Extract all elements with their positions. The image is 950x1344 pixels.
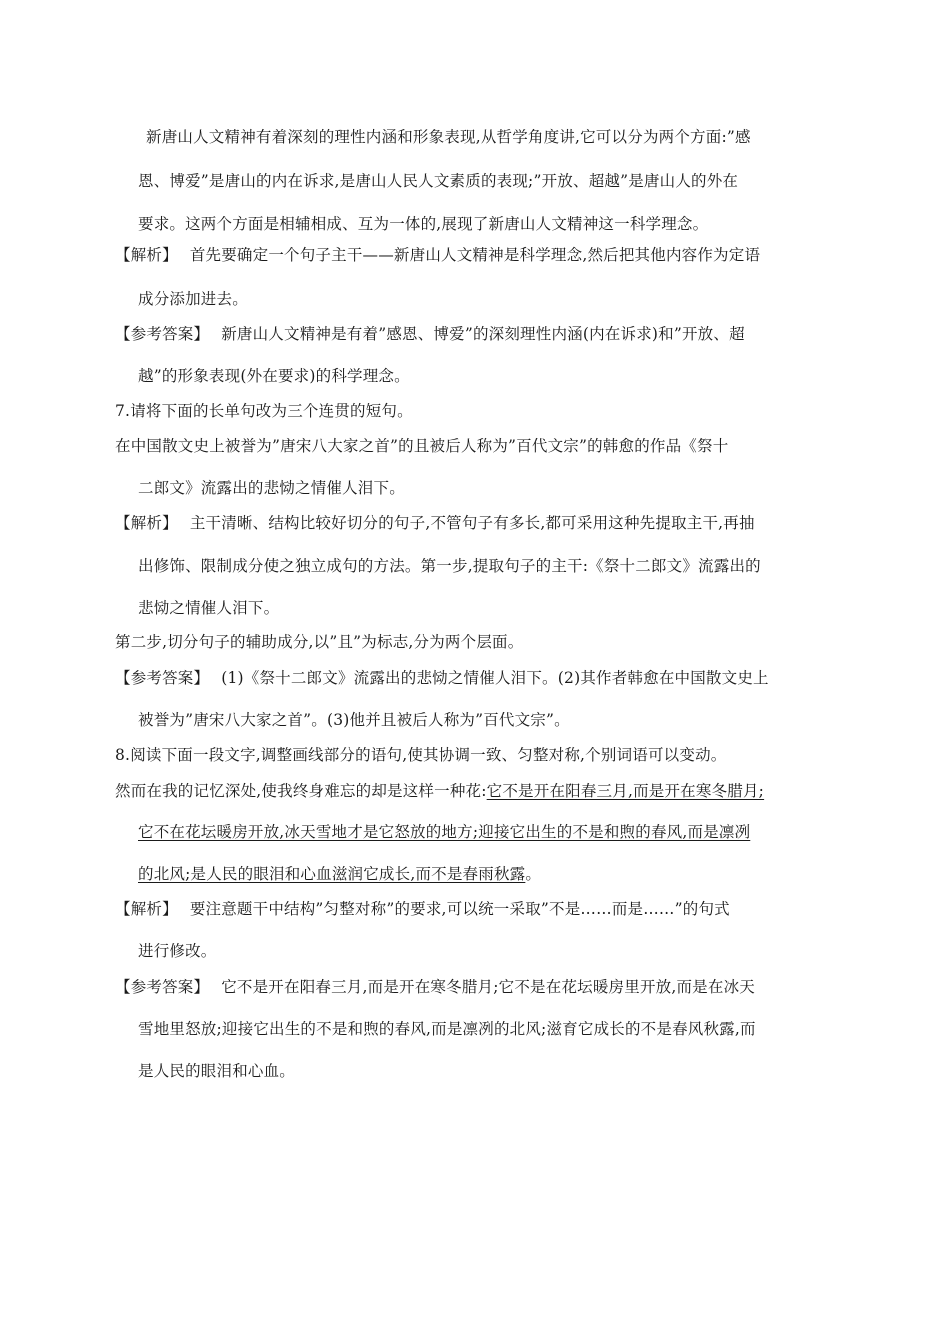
- intro-line-3: 要求。这两个方面是相辅相成、互为一体的,展现了新唐山人文精神这一科学理念。: [138, 215, 709, 233]
- q8-analysis: [115, 899, 730, 919]
- intro-line-2: 恩、博爱”是唐山的内在诉求,是唐山人民人文素质的表现;”开放、超越”是唐山人的外在: [138, 172, 739, 190]
- q6-analysis-text: 首先要确定一个句子主干——新唐山人文精神是科学理念,然后把其他内容作为定语: [189, 246, 761, 264]
- q6-analysis-line-2: 成分添加进去。: [138, 290, 248, 308]
- q7-answer-line-2: 被誉为”唐宋八大家之首”。(3)他并且被后人称为”百代文宗”。: [138, 711, 570, 729]
- q7-analysis: [115, 513, 755, 533]
- q8-passage-line-1: [115, 781, 764, 801]
- analysis-label: 【解析】: [115, 246, 178, 264]
- q8-question: 8.阅读下面一段文字,调整画线部分的语句,使其协调一致、匀整对称,个别词语可以变动。: [115, 746, 727, 764]
- q6-answer-text: 新唐山人文精神是有着”感恩、博爱”的深刻理性内涵(内在诉求)和”开放、超: [221, 325, 745, 343]
- analysis-label: 【解析】: [115, 900, 178, 918]
- q8-passage-prefix: 然而在我的记忆深处,使我终身难忘的却是这样一种花:: [115, 782, 487, 800]
- q6-answer: [115, 324, 745, 344]
- q8-answer-line-2: 雪地里怒放;迎接它出生的不是和煦的春风,而是凛冽的北风;滋育它成长的不是春风秋露,而: [138, 1020, 756, 1038]
- q8-analysis-text: 要注意题干中结构”匀整对称”的要求,可以统一采取”不是……而是……”的句式: [189, 900, 730, 918]
- q8-answer-line-3: 是人民的眼泪和心血。: [138, 1062, 296, 1080]
- q7-question: 7.请将下面的长单句改为三个连贯的短句。: [115, 402, 413, 420]
- q8-underlined-text: 它不是开在阳春三月,而是开在寒冬腊月;: [486, 782, 765, 800]
- q6-analysis: [115, 245, 760, 265]
- q7-analysis-text: 主干清晰、结构比较好切分的句子,不管句子有多长,都可采用这种先提取主干,再抽: [189, 514, 755, 532]
- q8-answer-text: 它不是开在阳春三月,而是开在寒冬腊月;它不是在花坛暖房里开放,而是在冰天: [221, 978, 755, 996]
- q8-underlined-text: 的北风;是人民的眼泪和心血滋润它成长,而不是春雨秋露: [138, 865, 526, 883]
- answer-label: 【参考答案】: [115, 978, 210, 996]
- q8-answer: [115, 977, 755, 997]
- q7-answer: [115, 668, 769, 688]
- q7-answer-text: (1)《祭十二郎文》流露出的悲恸之情催人泪下。(2)其作者韩愈在中国散文史上: [221, 669, 769, 687]
- analysis-label: 【解析】: [115, 514, 178, 532]
- q8-analysis-line-2: 进行修改。: [138, 942, 217, 960]
- q7-sentence-line-1: 在中国散文史上被誉为”唐宋八大家之首”的且被后人称为”百代文宗”的韩愈的作品《祭十: [115, 437, 729, 455]
- q7-analysis-line-3: 悲恸之情催人泪下。: [138, 599, 280, 617]
- q7-analysis-line-2: 出修饰、限制成分使之独立成句的方法。第一步,提取句子的主干:《祭十二郎文》流露出的: [138, 557, 761, 575]
- q8-passage-line-3: [138, 864, 541, 884]
- intro-line-1: 新唐山人文精神有着深刻的理性内涵和形象表现,从哲学角度讲,它可以分为两个方面:”感: [146, 128, 751, 146]
- q8-underlined-text: 它不在花坛暖房开放,冰天雪地才是它怒放的地方;迎接它出生的不是和煦的春风,而是凛冽: [138, 823, 751, 841]
- q7-analysis-line-4: 第二步,切分句子的辅助成分,以”且”为标志,分为两个层面。: [115, 633, 524, 651]
- answer-label: 【参考答案】: [115, 669, 210, 687]
- answer-label: 【参考答案】: [115, 325, 210, 343]
- q8-passage-line-2: [138, 822, 750, 842]
- q8-passage-suffix: 。: [525, 865, 542, 883]
- q6-answer-line-2: 越”的形象表现(外在要求)的科学理念。: [138, 367, 410, 385]
- q7-sentence-line-2: 二郎文》流露出的悲恸之情催人泪下。: [138, 479, 405, 497]
